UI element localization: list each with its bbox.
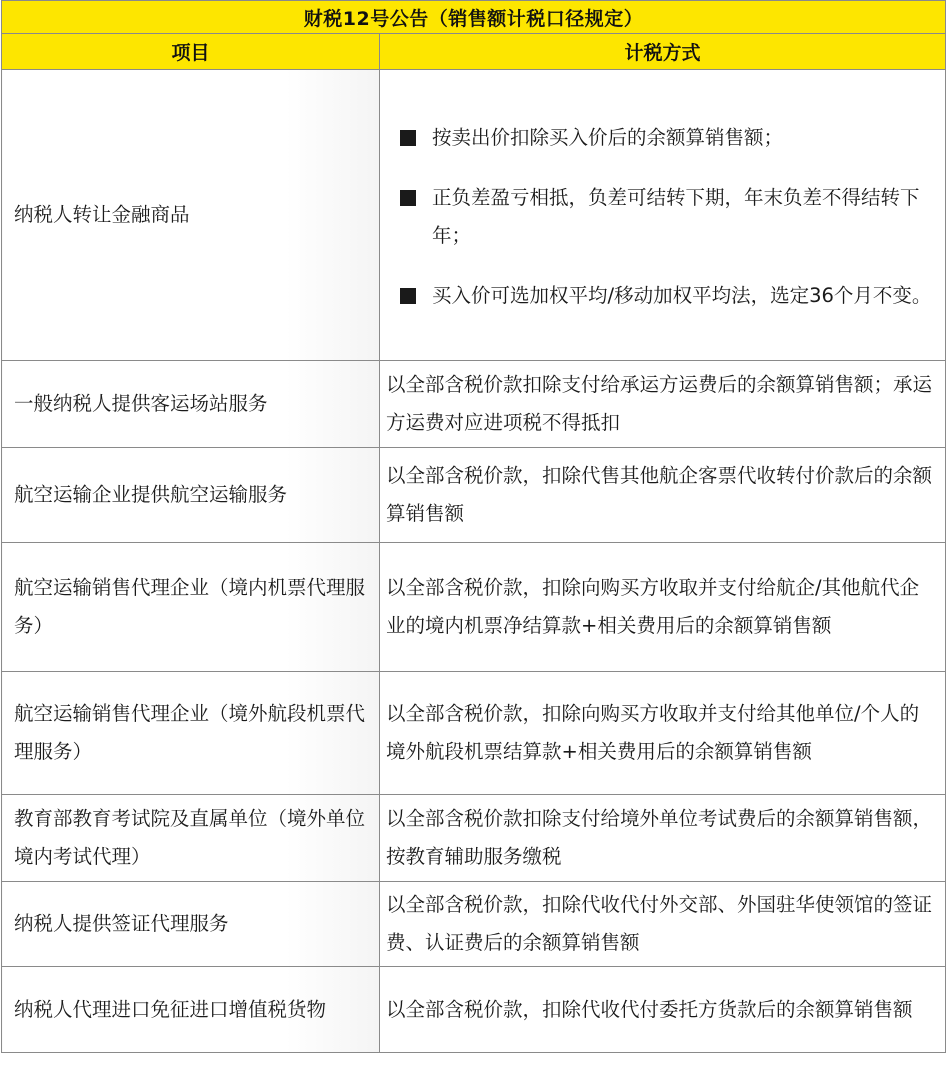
table-row: [2, 70, 946, 361]
row-item-cell: 一般纳税人提供客运场站服务: [2, 361, 380, 448]
bullet-text: 正负差盈亏相抵，负差可结转下期，年末负差不得结转下年；: [432, 186, 920, 247]
table-row: [2, 361, 946, 448]
row-item-cell: 纳税人代理进口免征进口增值税货物: [2, 967, 380, 1053]
square-bullet-icon: [400, 288, 416, 304]
row-method-cell: 以全部含税价款，扣除向购买方收取并支付给航企/其他航代企业的境内机票净结算款+相关费用后的余额算销售额: [380, 543, 946, 672]
list-item: [400, 179, 937, 255]
row-item-cell: 航空运输销售代理企业（境外航段机票代理服务）: [2, 672, 380, 795]
row-item-cell: 航空运输企业提供航空运输服务: [2, 448, 380, 543]
row-method-cell: 以全部含税价款，扣除代售其他航企客票代收转付价款后的余额算销售额: [380, 448, 946, 543]
row-item-cell: 航空运输销售代理企业（境内机票代理服务）: [2, 543, 380, 672]
bullet-list: [386, 119, 937, 315]
table-row: [2, 543, 946, 672]
table-row: [2, 795, 946, 882]
table-title: 财税12号公告（销售额计税口径规定）: [2, 1, 946, 34]
row-item-cell: 教育部教育考试院及直属单位（境外单位境内考试代理）: [2, 795, 380, 882]
column-header-item: 项目: [2, 34, 380, 70]
list-item: [400, 119, 937, 157]
row-method-cell: 以全部含税价款扣除支付给境外单位考试费后的余额算销售额，按教育辅助服务缴税: [380, 795, 946, 882]
table-header-row: [2, 34, 946, 70]
square-bullet-icon: [400, 190, 416, 206]
row-method-cell: [380, 70, 946, 361]
table-row: [2, 882, 946, 967]
table-title-row: [2, 1, 946, 34]
tax-rules-table: [1, 0, 946, 1053]
table-row: [2, 448, 946, 543]
row-method-cell: 以全部含税价款扣除支付给承运方运费后的余额算销售额；承运方运费对应进项税不得抵扣: [380, 361, 946, 448]
column-header-method: 计税方式: [380, 34, 946, 70]
square-bullet-icon: [400, 130, 416, 146]
row-method-cell: 以全部含税价款，扣除向购买方收取并支付给其他单位/个人的境外航段机票结算款+相关费用后的余额算销售额: [380, 672, 946, 795]
row-method-cell: 以全部含税价款，扣除代收代付外交部、外国驻华使领馆的签证费、认证费后的余额算销售额: [380, 882, 946, 967]
bullet-text: 买入价可选加权平均/移动加权平均法，选定36个月不变。: [432, 284, 932, 307]
bullet-text: 按卖出价扣除买入价后的余额算销售额；: [432, 126, 784, 149]
table-row: [2, 967, 946, 1053]
row-item-cell: 纳税人提供签证代理服务: [2, 882, 380, 967]
table-row: [2, 672, 946, 795]
row-item-cell: 纳税人转让金融商品: [2, 70, 380, 361]
list-item: [400, 277, 937, 315]
row-method-cell: 以全部含税价款，扣除代收代付委托方货款后的余额算销售额: [380, 967, 946, 1053]
